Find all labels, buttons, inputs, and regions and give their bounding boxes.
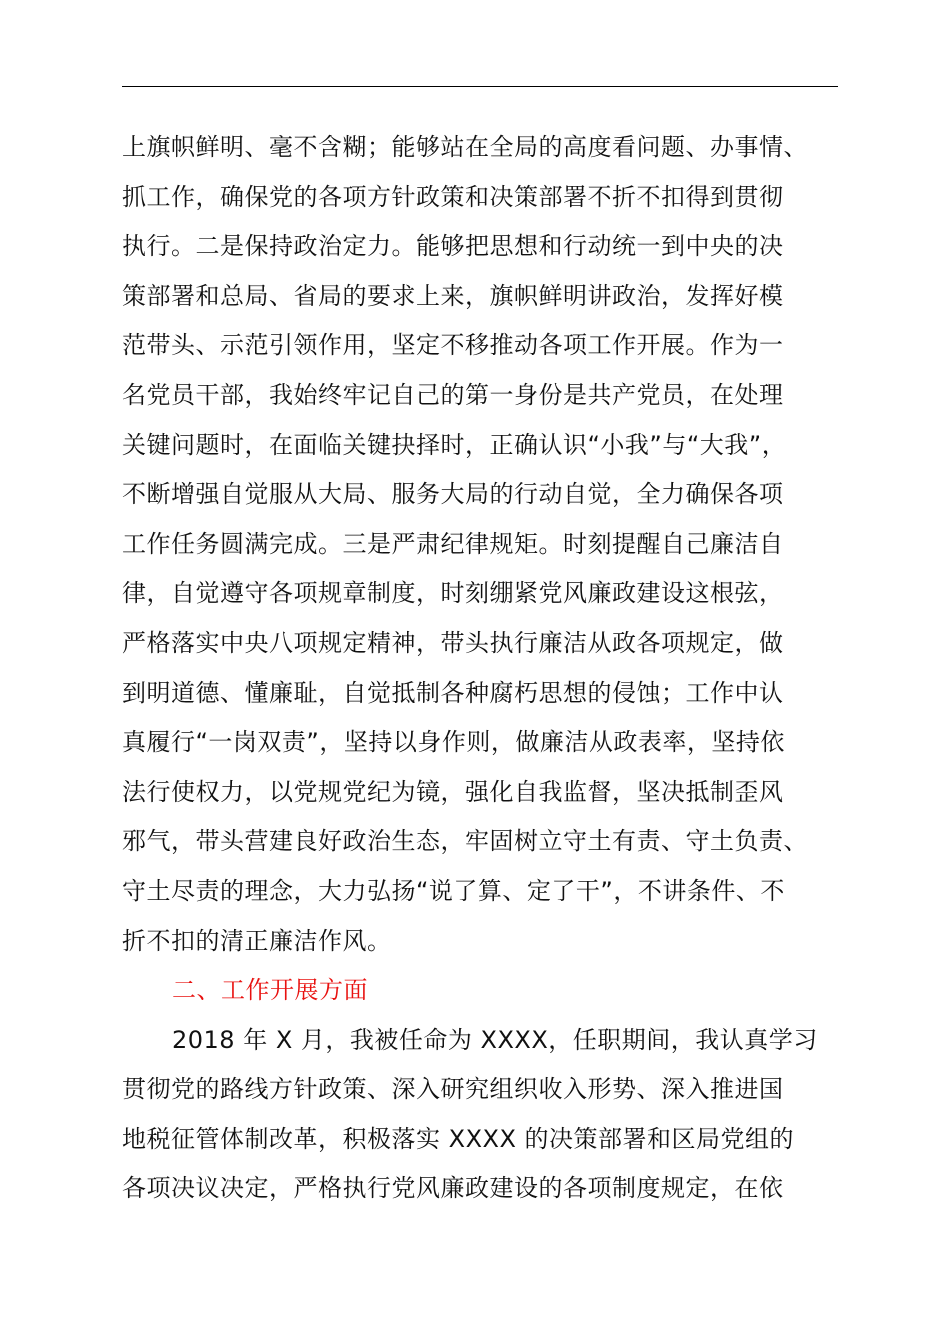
text-line: 律，自觉遵守各项规章制度，时刻绷紧党风廉政建设这根弦， bbox=[122, 579, 784, 608]
text-line: 关键问题时，在面临关键抉择时，正确认识“小我”与“大我”， bbox=[122, 430, 787, 459]
text-line: 执行。二是保持政治定力。能够把思想和行动统一到中央的决 bbox=[122, 232, 784, 261]
text-line: 2018 年 X 月，我被任命为 XXXX，任职期间，我认真学习 bbox=[172, 1025, 818, 1054]
header-rule bbox=[122, 86, 838, 87]
section-heading: 二、工作开展方面 bbox=[172, 976, 368, 1005]
text-line: 各项决议决定，严格执行党风廉政建设的各项制度规定，在依 bbox=[122, 1174, 784, 1203]
text-line: 工作任务圆满完成。三是严肃纪律规矩。时刻提醒自己廉洁自 bbox=[122, 529, 784, 558]
text-line: 守土尽责的理念，大力弘扬“说了算、定了干”，不讲条件、不 bbox=[122, 876, 785, 905]
text-line: 策部署和总局、省局的要求上来，旗帜鲜明讲政治，发挥好模 bbox=[122, 281, 784, 310]
text-line: 到明道德、懂廉耻，自觉抵制各种腐朽思想的侵蚀；工作中认 bbox=[122, 678, 784, 707]
text-line: 严格落实中央八项规定精神，带头执行廉洁从政各项规定，做 bbox=[122, 628, 784, 657]
text-line: 范带头、示范引领作用，坚定不移推动各项工作开展。作为一 bbox=[122, 331, 784, 360]
text-line: 上旗帜鲜明、毫不含糊；能够站在全局的高度看问题、办事情、 bbox=[122, 133, 808, 161]
text-line: 法行使权力，以党规党纪为镜，强化自我监督，坚决抵制歪风 bbox=[122, 777, 784, 806]
text-line: 贯彻党的路线方针政策、深入研究组织收入形势、深入推进国 bbox=[122, 1075, 784, 1104]
text-line: 不断增强自觉服从大局、服务大局的行动自觉，全力确保各项 bbox=[122, 480, 784, 509]
text-line: 折不扣的清正廉洁作风。 bbox=[122, 926, 392, 955]
document-body bbox=[122, 123, 862, 1214]
text-line: 真履行“一岗双责”，坚持以身作则，做廉洁从政表率，坚持依 bbox=[122, 728, 785, 757]
text-line: 抓工作，确保党的各项方针政策和决策部署不折不扣得到贯彻 bbox=[122, 182, 784, 211]
text-line: 邪气，带头营建良好政治生态，牢固树立守土有责、守土负责、 bbox=[122, 827, 808, 856]
text-line: 名党员干部，我始终牢记自己的第一身份是共产党员，在处理 bbox=[122, 380, 784, 409]
text-line: 地税征管体制改革，积极落实 XXXX 的决策部署和区局党组的 bbox=[122, 1124, 795, 1153]
